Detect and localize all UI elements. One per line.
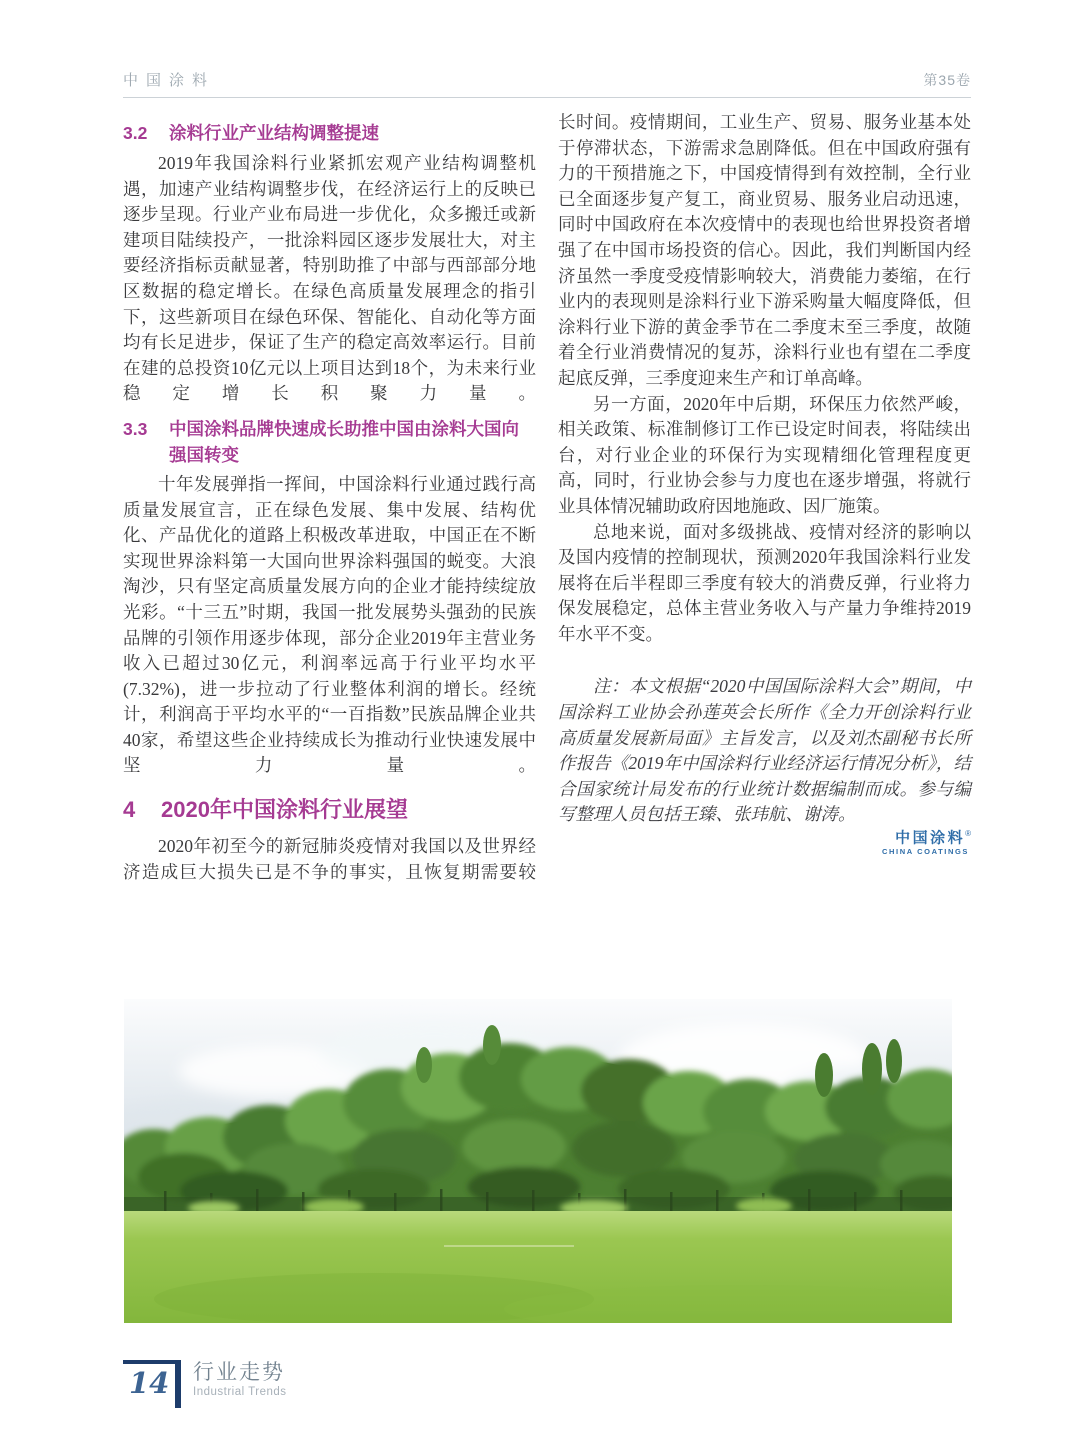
section-title: 2020年中国涂料行业展望 bbox=[161, 797, 408, 823]
china-coatings-logo bbox=[558, 829, 971, 856]
registered-mark: ® bbox=[965, 829, 971, 839]
section-title: 中国涂料品牌快速成长助推中国由涂料大国向强国转变 bbox=[169, 418, 519, 465]
logo-cn-text: 中国涂料 bbox=[895, 829, 966, 847]
section-title: 涂料行业产业结构调整提速 bbox=[169, 123, 379, 143]
section-4-paragraph: 2020年初至今的新冠肺炎疫情对我国以及世界经济造成巨大损失已是不争的事实，且恢复期需要较 bbox=[123, 836, 536, 882]
paragraph: 总地来说，面对多级挑战、疫情对经济的影响以及国内疫情的控制现状，预测2020年我国涂料行业发展将在后半程即三季度有较大的消费反弹，行业将力保发展稳定，总体主营业务收入与产量力争维持2019年水平不变。 bbox=[558, 521, 971, 644]
left-column bbox=[123, 114, 536, 885]
section-heading-4 bbox=[123, 794, 536, 825]
section-number: 3.2 bbox=[123, 123, 148, 143]
footer-top-bar bbox=[123, 1360, 175, 1364]
footer-section-subtitle: Industrial Trends bbox=[193, 1386, 287, 1398]
section-number: 3.3 bbox=[123, 418, 148, 439]
continuation-paragraph: 长时间。疫情期间，工业生产、贸易、服务业基本处于停滞状态，下游需求急剧降低。但在中国政府强有力的干预措施之下，中国疫情得到有效控制，全行业已全面逐步复产复工，商业贸易、服务业启动迅速，同时中国政府在本次疫情中的表现也给世界投资者增强了在中国市场投资的信心。因此，我们判断国内经济虽然一季度受疫情影响较大，消费能力萎缩，在行业内的表现则是涂料行业下游采购量大幅度降低，但涂料行业下游的黄金季节在二季度末至三季度，故随着全行业消费情况的复苏，涂料行业也有望在二季度起底反弹，三季度迎来生产和订单高峰。 bbox=[558, 112, 971, 388]
logo-en-text: CHINA COATINGS bbox=[882, 846, 969, 856]
page-number: 14 bbox=[129, 1366, 170, 1400]
volume-number: 第35卷 bbox=[923, 72, 971, 88]
footer-vertical-bar bbox=[175, 1360, 181, 1408]
page-number-box bbox=[123, 1360, 181, 1410]
section-number: 4 bbox=[123, 797, 136, 823]
footer-section-labels bbox=[181, 1360, 287, 1410]
page-footer bbox=[123, 1360, 287, 1410]
forest-lawn-illustration bbox=[124, 999, 952, 1323]
paragraph: 另一方面，2020年中后期，环保压力依然严峻，相关政策、标准制修订工作已设定时间表，将陆续出台，对行业企业的环保行为实现精细化管理程度更高，同时，行业协会参与力度也在逐步增强，将就行业具体情况辅助政府因地施政、因厂施策。 bbox=[558, 393, 971, 516]
section-heading-3-3 bbox=[123, 416, 536, 468]
editorial-note-paragraph: 注：本文根据“2020中国国际涂料大会”期间，中国涂料工业协会孙莲英会长所作《全力开创涂料行业高质量发展新局面》主旨发言，以及刘杰副秘书长所作报告《2019年中国涂料行业经济运行情况分析》，结合国家统计局发布的行业统计数据编制而成。参与编写整理人员包括王臻、张玮航、谢涛。 bbox=[558, 676, 971, 825]
section-heading-3-2 bbox=[123, 120, 536, 146]
journal-title: 中国涂料 bbox=[123, 72, 216, 89]
running-header bbox=[123, 68, 971, 98]
footer-section-title: 行业走势 bbox=[193, 1361, 285, 1384]
section-3-3-paragraph: 十年发展弹指一挥间，中国涂料行业通过践行高质量发展宣言，正在绿色发展、集中发展、结构优化、产品优化的道路上积极改革进取，中国正在不断实现世界涂料第一大国向世界涂料强国的蜕变。大浪淘沙，只有坚定高质量发展方向的企业才能持续绽放光彩。“十三五”时期，我国一批发展势头强劲的民族品牌的引领作用逐步体现，部分企业2019年主营业务收入已超过30亿元，利润率远高于行业平均水平(7.32%)，进一步拉动了行业整体利润的增长。经统计，利润高于平均水平的“一百指数”民族品牌企业共40家，希望这些企业持续成长为推动行业快速发展中坚力量。 bbox=[123, 473, 536, 776]
landscape-photo bbox=[124, 999, 952, 1323]
right-column bbox=[558, 110, 971, 856]
section-3-2-paragraph: 2019年我国涂料行业紧抓宏观产业结构调整机遇，加速产业结构调整步伐，在经济运行上的反映已逐步呈现。行业产业布局进一步优化，众多搬迁或新建项目陆续投产，一批涂料园区逐步发展壮大，对主要经济指标贡献显著，特别助推了中部与西部部分地区数据的稳定增长。在绿色高质量发展理念的指引下，这些新项目在绿色环保、智能化、自动化等方面均有长足进步，保证了生产的稳定高效率运行。目前在建的总投资10亿元以上项目达到18个，为未来行业稳定增长积聚力量。 bbox=[123, 153, 536, 404]
